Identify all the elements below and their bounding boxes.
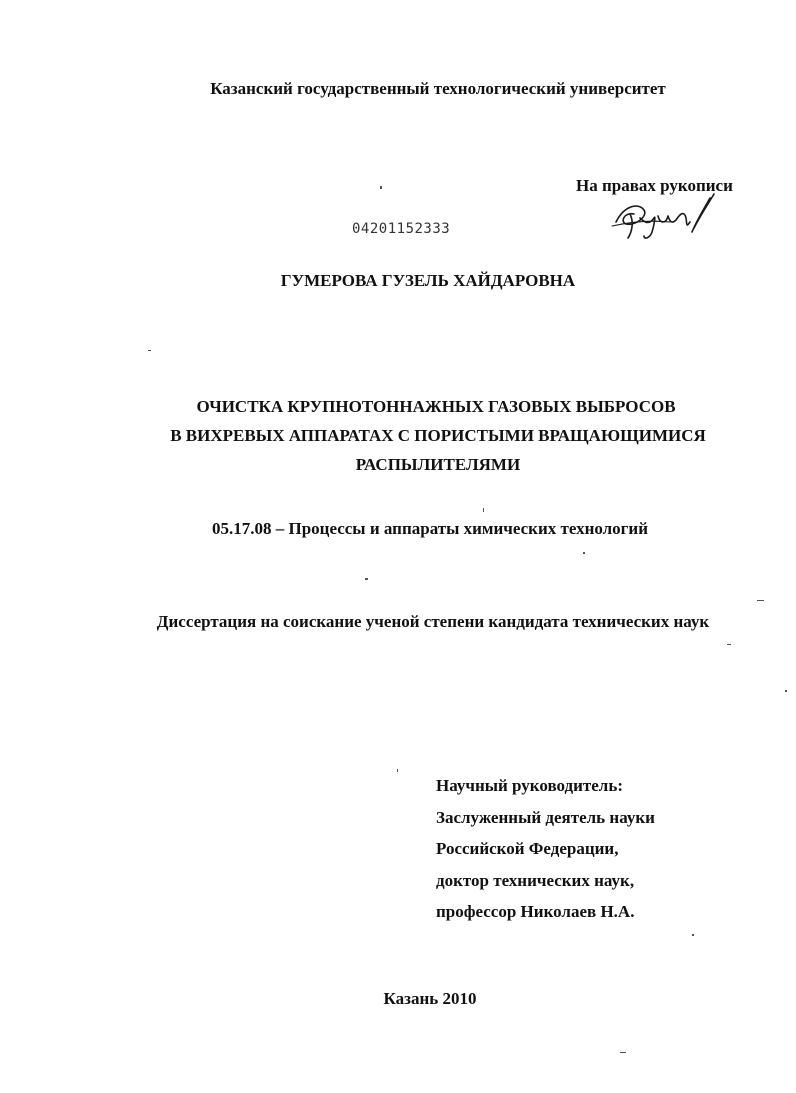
scan-speck — [757, 600, 764, 601]
thesis-title-line: В ВИХРЕВЫХ АППАРАТАХ С ПОРИСТЫМИ ВРАЩАЮЩИМИСЯ — [170, 426, 706, 445]
scan-speck — [583, 552, 585, 554]
scan-speck — [727, 644, 731, 645]
author-name: ГУМЕРОВА ГУЗЕЛЬ ХАЙДАРОВНА — [280, 271, 576, 290]
university-name: Казанский государственный технологический университет — [210, 79, 666, 98]
manuscript-rights-note: На правах рукописи — [576, 176, 733, 195]
scientific-advisor-block — [436, 770, 655, 928]
specialty-code: 05.17.08 – Процессы и аппараты химических технологий — [211, 519, 648, 538]
advisor-line: Российской Федерации, — [436, 839, 619, 858]
advisor-line: профессор Николаев Н.А. — [436, 902, 635, 921]
scan-speck — [620, 1052, 626, 1053]
scan-speck — [380, 186, 382, 189]
handwritten-signature — [610, 192, 720, 244]
advisor-line: доктор технических наук, — [436, 870, 635, 890]
degree-statement: Диссертация на соискание ученой степени кандидата технических наук — [156, 612, 710, 631]
inventory-number: 04201152333 — [352, 221, 451, 237]
thesis-title-line: ОЧИСТКА КРУПНОТОННАЖНЫХ ГАЗОВЫХ ВЫБРОСОВ — [196, 397, 676, 416]
scan-speck — [397, 769, 398, 772]
scan-speck — [148, 350, 151, 351]
scan-speck — [365, 578, 368, 580]
city-year: Казань 2010 — [383, 989, 477, 1008]
advisor-line: Научный руководитель: — [436, 776, 623, 795]
scan-speck — [483, 508, 484, 512]
advisor-line: Заслуженный деятель науки — [436, 807, 655, 827]
thesis-title-line: РАСПЫЛИТЕЛЯМИ — [355, 455, 521, 474]
scan-speck — [785, 690, 787, 692]
scan-speck — [692, 934, 694, 936]
